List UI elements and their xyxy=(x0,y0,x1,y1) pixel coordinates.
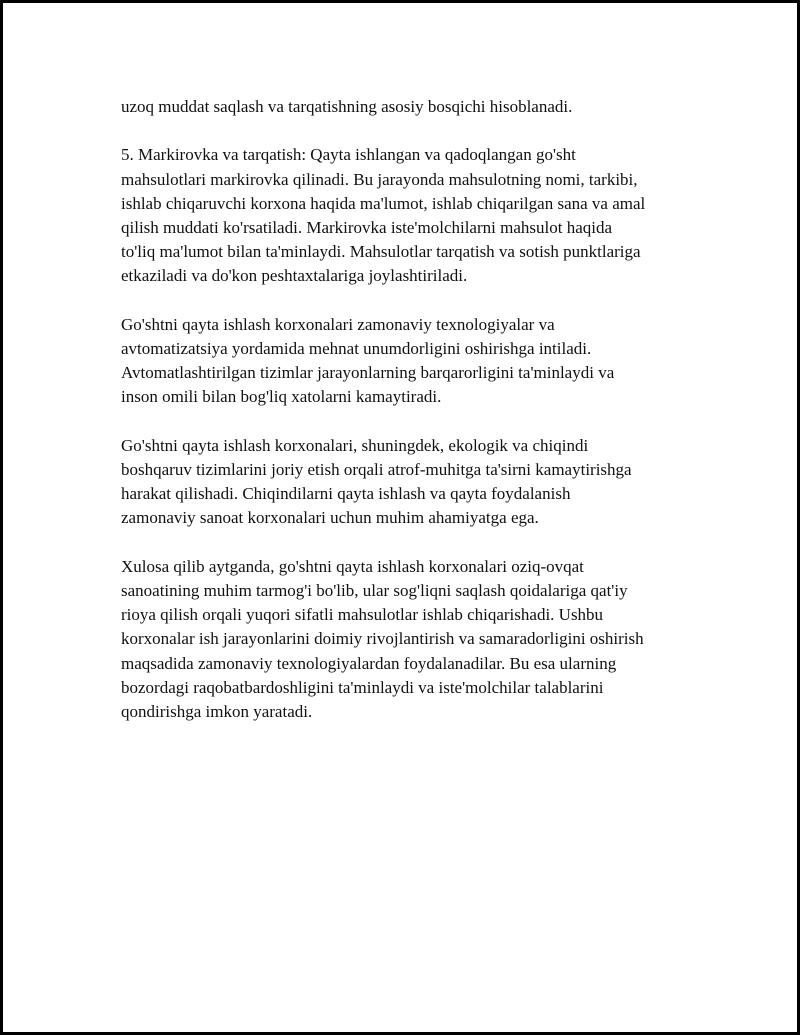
paragraph-continuation: uzoq muddat saqlash va tarqatishning asosiy bosqichi hisoblanadi. xyxy=(121,97,573,116)
paragraph-markirovka: 5. Markirovka va tarqatish: Qayta ishlangan va qadoqlangan go'sht mahsulotlari markirovka qilinadi. Bu jarayonda mahsulotning nomi, tarkibi, ishlab chiqaruvchi korxona haqida ma'lumot, ishlab chiqarilgan sana va amal qilish muddati ko'rsatiladi. Markirovka iste'molchilarni mahsulot haqida to'liq ma'lumot bilan ta'minlaydi. Mahsulotlar tarqatish va sotish punktlariga etkaziladi va do'kon peshtaxtalariga joylashtiriladi. xyxy=(121,145,646,286)
paragraph-conclusion: Xulosa qilib aytganda, go'shtni qayta ishlash korxonalari oziq-ovqat sanoatining muhim tarmog'i bo'lib, ular sog'liqni saqlash qoidalariga qat'iy rioya qilish orqali yuqori sifatli mahsulotlar ishlab chiqarishadi. Ushbu korxonalar ish jarayonlarini doimiy rivojlantirish va samaradorligini oshirish maqsadida zamonaviy texnologiyalardan foydalanadilar. Bu esa ularning bozordagi raqobatbardoshligini ta'minlaydi va iste'molchilar talablarini qondirishga imkon yaratadi. xyxy=(121,556,644,722)
paragraph-ecology: Go'shtni qayta ishlash korxonalari, shuningdek, ekologik va chiqindi boshqaruv tizimlarini joriy etish orqali atrof-muhitga ta'sirni kamaytirishga harakat qilishadi. Chiqindilarni qayta ishlash va qayta foydalanish zamonaviy sanoat korxonalari uchun muhim ahamiyatga ega. xyxy=(121,435,632,528)
page-body xyxy=(121,95,701,748)
paragraph-automation: Go'shtni qayta ishlash korxonalari zamonaviy texnologiyalar va avtomatizatsiya yordamida mehnat unumdorligini oshirishga intiladi. Avtomatlashtirilgan tizimlar jarayonlarning barqarorligini ta'minlaydi va inson omili bilan bog'liq xatolarni kamaytiradi. xyxy=(121,314,615,407)
